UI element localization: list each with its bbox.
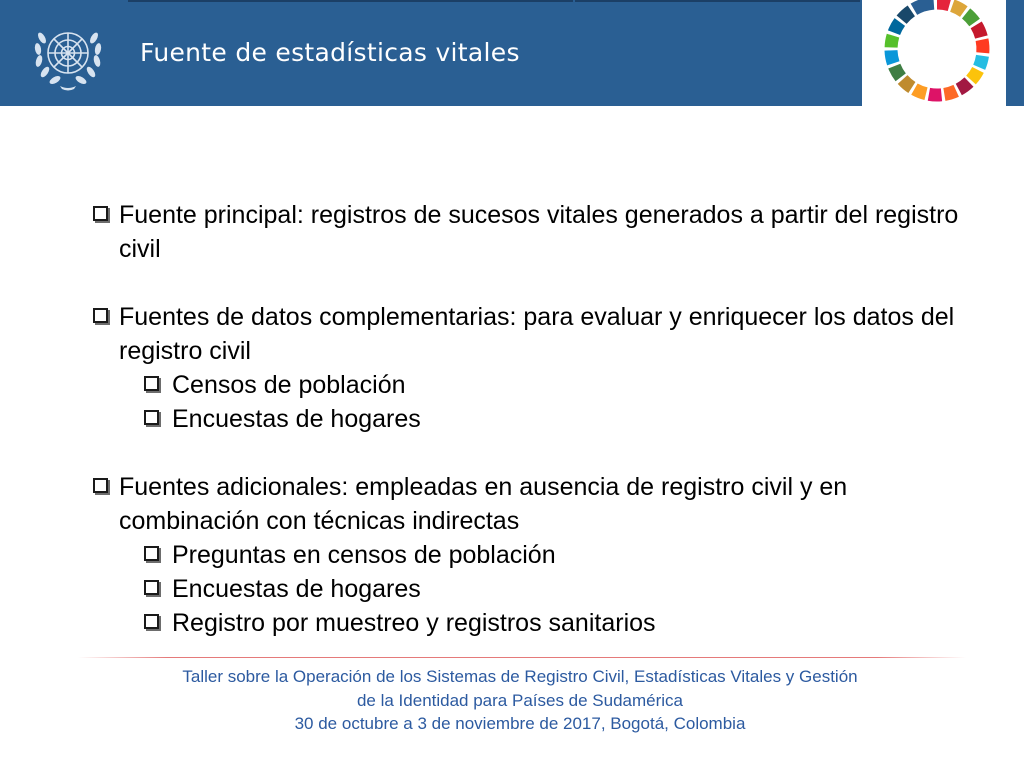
list-item — [90, 402, 990, 436]
list-item — [90, 368, 990, 402]
sdg-wheel-icon — [876, 0, 998, 106]
list-item — [90, 198, 990, 266]
list-item — [90, 538, 990, 572]
header-edge — [1006, 0, 1024, 106]
checkbox-bullet-icon — [144, 580, 159, 595]
list-item — [90, 470, 990, 538]
list-item-text: Registro por muestreo y registros sanitarios — [172, 609, 656, 637]
checkbox-bullet-icon — [144, 410, 159, 425]
header-divider — [575, 0, 860, 2]
page-title: Fuente de estadísticas vitales — [140, 38, 520, 67]
list-item-text: Encuestas de hogares — [172, 575, 421, 603]
list-item-text: Censos de población — [172, 371, 406, 399]
slide-footer — [0, 665, 1024, 736]
checkbox-bullet-icon — [144, 376, 159, 391]
checkbox-bullet-icon — [93, 308, 108, 323]
header-divider — [128, 0, 573, 2]
list-item-text: Preguntas en censos de población — [172, 541, 556, 569]
footer-divider — [78, 657, 966, 658]
list-item — [90, 606, 990, 640]
footer-line-2: de la Identidad para Países de Sudamérica — [356, 690, 684, 710]
checkbox-bullet-icon — [144, 546, 159, 561]
list-item-text: Encuestas de hogares — [172, 405, 421, 433]
footer-line-3: 30 de octubre a 3 de noviembre de 2017, Bogotá, Colombia — [294, 714, 746, 733]
un-emblem-icon — [30, 16, 106, 92]
checkbox-bullet-icon — [93, 478, 108, 493]
list-item-text: Fuente principal: registros de sucesos vitales generados a partir del registro civil — [119, 201, 959, 263]
list-item-text: Fuentes adicionales: empleadas en ausencia de registro civil y en combinación con técnicas indirectas — [119, 473, 848, 535]
list-item — [90, 300, 990, 368]
list-item — [90, 572, 990, 606]
checkbox-bullet-icon — [144, 614, 159, 629]
footer-line-1: Taller sobre la Operación de los Sistemas de Registro Civil, Estadísticas Vitales y Gestión — [182, 667, 858, 686]
bullet-list — [90, 198, 990, 640]
list-item-text: Fuentes de datos complementarias: para evaluar y enriquecer los datos del registro civil — [119, 303, 955, 365]
checkbox-bullet-icon — [93, 206, 108, 221]
